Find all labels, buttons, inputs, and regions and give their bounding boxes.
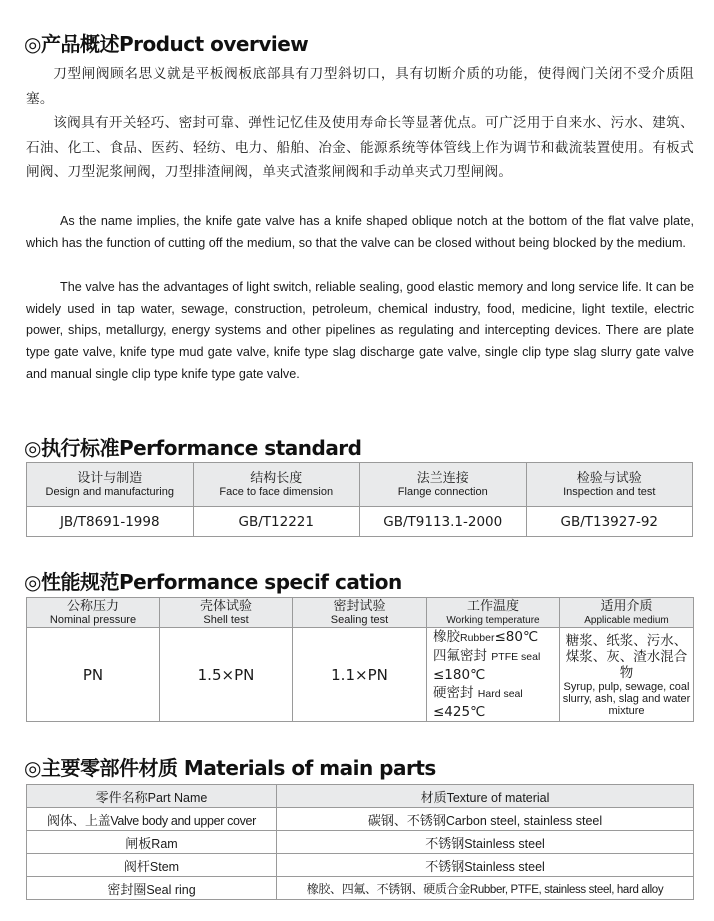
materials-header-part bbox=[27, 785, 277, 808]
header-en: Sealing test bbox=[330, 613, 389, 626]
temp-hard-cn: 硬密封 bbox=[433, 685, 474, 701]
material-cn: 不锈钢 bbox=[425, 836, 465, 852]
performance-value-row bbox=[27, 628, 694, 722]
header-cn: 检验与试验 bbox=[576, 470, 642, 486]
part-en: Stem bbox=[149, 859, 180, 874]
material-en: Stainless steel bbox=[464, 836, 545, 851]
header-cn: 壳体试验 bbox=[199, 598, 252, 614]
header-cn: 适用介质 bbox=[600, 598, 653, 614]
material-en: Carbon steel, stainless steel bbox=[445, 813, 603, 828]
performance-header-row bbox=[27, 598, 694, 628]
overview-title: ◎产品概述Product overview bbox=[24, 32, 309, 56]
part-name bbox=[27, 831, 277, 854]
temp-ptfe-val: ≤180℃ bbox=[433, 667, 486, 683]
material-cn: 碳钢、不锈钢 bbox=[367, 813, 446, 829]
temp-rubber bbox=[433, 628, 559, 647]
standard-value-inspection: GB/T13927-92 bbox=[526, 507, 693, 537]
header-cn: 密封试验 bbox=[333, 598, 386, 614]
standard-table bbox=[26, 462, 693, 537]
overview-cn-paragraph-1: 刀型闸阀顾名思义就是平板阀板底部具有刀型斜切口，具有切断介质的功能，使得阀门关闭不受介质阻塞。 bbox=[26, 66, 694, 107]
part-material bbox=[277, 831, 694, 854]
standard-value-face: GB/T12221 bbox=[193, 507, 360, 537]
overview-en-paragraph-1: As the name implies, the knife gate valve has a knife shaped oblique notch at the bottom of the flat valve plate, which has the function of cutting off the medium, so that the valve can be closed without being blocked by the medium. bbox=[26, 214, 694, 250]
temp-rubber-val: ≤80℃ bbox=[494, 629, 539, 645]
material-header-en: Texture of material bbox=[446, 790, 550, 805]
performance-shell-value: 1.5×PN bbox=[160, 628, 293, 722]
part-material bbox=[277, 854, 694, 877]
part-cn: 阀杆 bbox=[123, 859, 150, 875]
part-name bbox=[27, 808, 277, 831]
header-en: Flange connection bbox=[397, 485, 488, 498]
standard-value-flange: GB/T9113.1-2000 bbox=[360, 507, 527, 537]
header-en: Inspection and test bbox=[563, 485, 656, 498]
header-en: Design and manufacturing bbox=[45, 485, 174, 498]
table-row bbox=[27, 854, 694, 877]
header-en: Face to face dimension bbox=[219, 485, 334, 498]
part-en: Seal ring bbox=[146, 882, 196, 897]
temp-hard bbox=[433, 684, 559, 703]
medium-cn: 糖浆、纸浆、污水、煤浆、灰、渣水混合物 bbox=[565, 632, 688, 681]
part-cn: 闸板 bbox=[125, 836, 152, 852]
overview-en-paragraph-2: The valve has the advantages of light switch, reliable sealing, good elastic memory and long service life. It can be widely used in tap water, sewage, construction, petroleum, chemical industry, food, medicine, light textile, electric power, ships, metallurgy, energy systems and other pipelines as regulating and intercepting devices. There are plate type gate valve, knife type mud gate valve, knife type slag discharge gate valve, single clip type slag slurry gate valve and manual single clip type knife type gate valve. bbox=[26, 280, 694, 381]
standard-value-row bbox=[27, 507, 693, 537]
materials-header-material bbox=[277, 785, 694, 808]
header-en: Shell test bbox=[203, 613, 249, 626]
material-cn: 橡胶、四氟、不锈钢、硬质合金 bbox=[306, 881, 470, 896]
temp-ptfe bbox=[433, 647, 559, 666]
header-cn: 工作温度 bbox=[466, 598, 519, 614]
part-header-en: Part Name bbox=[147, 790, 208, 805]
standard-header-inspection bbox=[526, 463, 693, 507]
header-cn: 公称压力 bbox=[66, 598, 119, 614]
standard-header-face bbox=[193, 463, 360, 507]
performance-header-nominal bbox=[27, 598, 160, 628]
performance-temperature-value bbox=[427, 628, 560, 722]
material-header-cn: 材质 bbox=[420, 790, 447, 806]
header-cn: 法兰连接 bbox=[416, 470, 469, 486]
performance-header-shell bbox=[160, 598, 293, 628]
performance-nominal-value: PN bbox=[27, 628, 160, 722]
performance-header-medium bbox=[560, 598, 694, 628]
materials-header-row bbox=[27, 785, 694, 808]
table-row bbox=[27, 808, 694, 831]
part-en: Valve body and upper cover bbox=[110, 813, 256, 828]
temp-rubber-en: Rubber bbox=[460, 632, 495, 644]
standard-title: ◎执行标准Performance standard bbox=[24, 436, 362, 460]
performance-title: ◎性能规范Performance specif cation bbox=[24, 570, 402, 594]
header-en: Nominal pressure bbox=[49, 613, 137, 626]
material-cn: 不锈钢 bbox=[425, 859, 465, 875]
header-en: Working temperature bbox=[446, 614, 540, 626]
part-en: Ram bbox=[151, 836, 178, 851]
performance-header-sealing bbox=[293, 598, 427, 628]
header-cn: 结构长度 bbox=[250, 470, 303, 486]
standard-header-design bbox=[27, 463, 194, 507]
part-cn: 阀体、上盖 bbox=[47, 813, 111, 829]
material-en: Stainless steel bbox=[464, 859, 545, 874]
temp-rubber-cn: 橡胶 bbox=[433, 629, 460, 645]
temp-ptfe-cn: 四氟密封 bbox=[433, 648, 487, 664]
performance-header-temperature bbox=[427, 598, 560, 628]
header-cn: 设计与制造 bbox=[77, 470, 143, 486]
standard-value-design: JB/T8691-1998 bbox=[27, 507, 194, 537]
performance-sealing-value: 1.1×PN bbox=[293, 628, 427, 722]
part-cn: 密封圈 bbox=[107, 882, 147, 898]
material-en: Rubber, PTFE, stainless steel, hard alloy bbox=[469, 883, 664, 896]
overview-cn-paragraph-2: 该阀具有开关轻巧、密封可靠、弹性记忆佳及使用寿命长等显著优点。可广泛用于自来水、污水、建筑、石油、化工、食品、医药、轻纺、电力、船舶、冶金、能源系统等体管线上作为调节和截流装置使用。有板式闸阀、刀型泥浆闸阀，刀型排渣闸阀，单夹式渣浆闸阀和手动单夹式刀型闸阀。 bbox=[26, 115, 694, 180]
temp-hard-val: ≤425℃ bbox=[433, 704, 486, 720]
part-material bbox=[277, 877, 694, 900]
part-name bbox=[27, 854, 277, 877]
part-name bbox=[27, 877, 277, 900]
table-row bbox=[27, 877, 694, 900]
header-en: Applicable medium bbox=[584, 614, 669, 626]
table-row bbox=[27, 831, 694, 854]
part-header-cn: 零件名称 bbox=[95, 790, 148, 806]
temp-hard-en: Hard seal bbox=[477, 688, 523, 700]
temp-ptfe-en: PTFE seal bbox=[491, 651, 541, 663]
part-material bbox=[277, 808, 694, 831]
performance-table bbox=[26, 597, 694, 722]
performance-medium-value bbox=[560, 628, 694, 722]
materials-title: ◎主要零部件材质 Materials of main parts bbox=[24, 756, 436, 780]
standard-header-flange bbox=[360, 463, 527, 507]
standard-header-row bbox=[27, 463, 693, 507]
materials-table bbox=[26, 784, 694, 900]
medium-en: Syrup, pulp, sewage, coal slurry, ash, slag and water mixture bbox=[562, 680, 691, 717]
